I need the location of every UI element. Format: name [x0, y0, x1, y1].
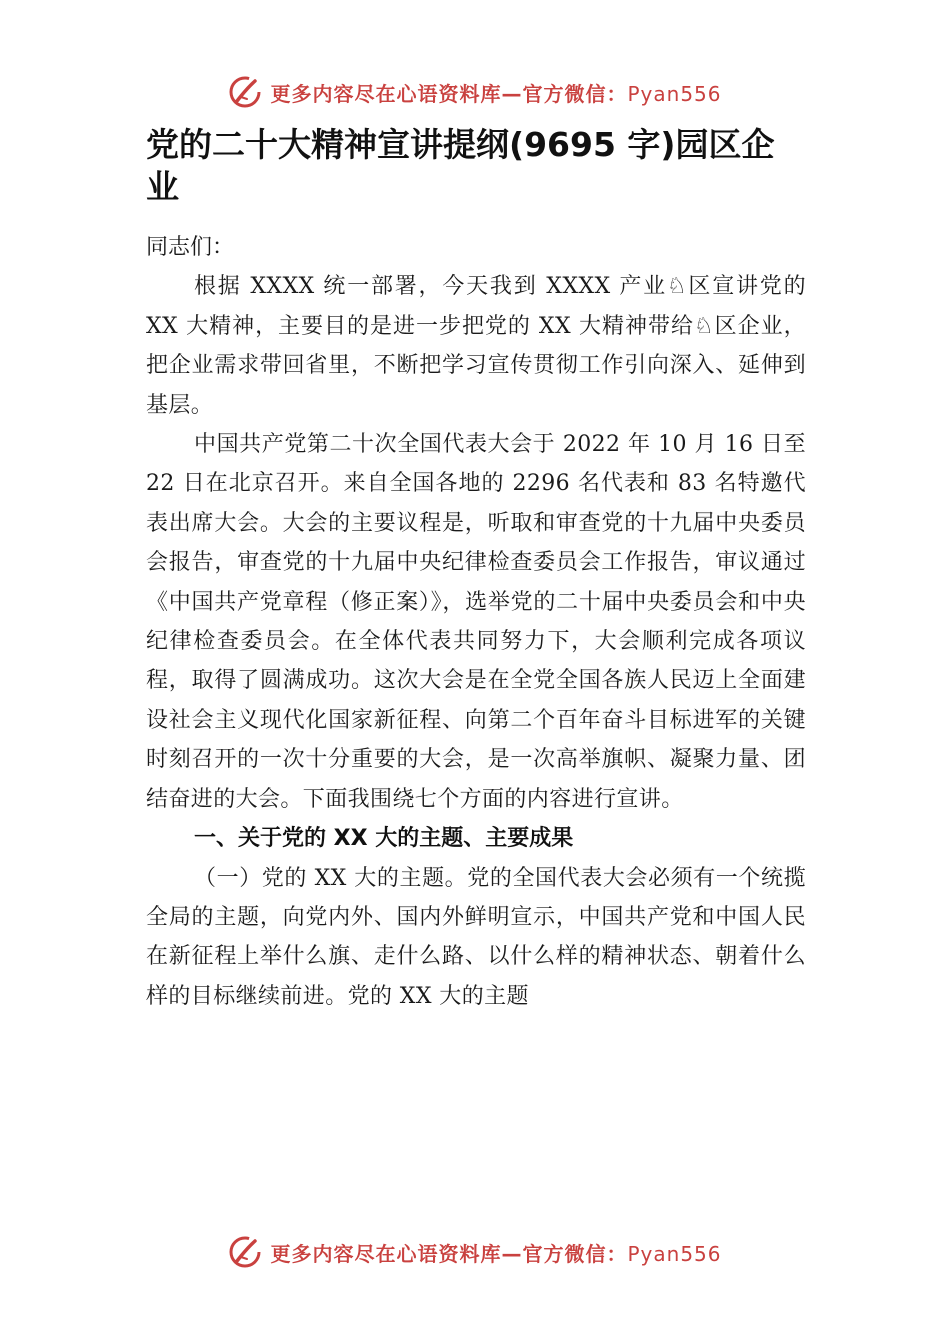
section-heading: 一、关于党的 XX 大的主题、主要成果 [194, 826, 574, 852]
document-title: 党的二十大精神宣讲提纲(9695 字)园区企业 [146, 125, 775, 206]
watermark-text: 更多内容尽在心语资料库—官方微信：Pyan556 [270, 1241, 722, 1266]
body-paragraph: 根据 XXXX 统一部署，今天我到 XXXX 产业♘区宣讲党的XX 大精神，主要目的是进一步把党的 XX 大精神带给♘区企业，把企业需求带回省里，不断把学习宣传贯彻工作引向深入、延伸到基层。 [146, 274, 806, 418]
watermark-wechat-id: Pyan556 [627, 81, 722, 106]
header-watermark [0, 70, 950, 114]
section-paragraph: （一）党的 XX 大的主题。党的全国代表大会必须有一个统揽全局的主题，向党内外、国内外鲜明宣示，中国共产党和中国人民在新征程上举什么旗、走什么路、以什么样的精神状态、朝着什么样的目标继续前进。党的 XX 大的主题 [146, 865, 806, 1009]
brush-circle-logo-icon [228, 75, 262, 109]
brush-circle-logo-icon [228, 1235, 262, 1269]
watermark-text: 更多内容尽在心语资料库—官方微信：Pyan556 [270, 81, 722, 106]
document-body [146, 228, 806, 1016]
salutation: 同志们： [146, 235, 235, 260]
footer-watermark [0, 1230, 950, 1274]
body-paragraph: 中国共产党第二十次全国代表大会于 2022 年 10 月 16 日至 22 日在北京召开。来自全国各地的 2296 名代表和 83 名特邀代表出席大会。大会的主要议程是，听取和审查党的十九届中央委员会报告，审查党的十九届中央纪律检查委员会工作报告，审议通过《中国共产党章程（修正案）》，选举党的二十届中央委员会和中央纪律检查委员会。在全体代表共同努力下，大会顺利完成各项议程，取得了圆满成功。这次大会是在全党全国各族人民迈上全面建设社会主义现代化国家新征程、向第二个百年奋斗目标进军的关键时刻召开的一次十分重要的大会，是一次高举旗帜、凝聚力量、团结奋进的大会。下面我围绕七个方面的内容进行宣讲。 [146, 432, 806, 812]
watermark-wechat-id: Pyan556 [627, 1241, 722, 1266]
